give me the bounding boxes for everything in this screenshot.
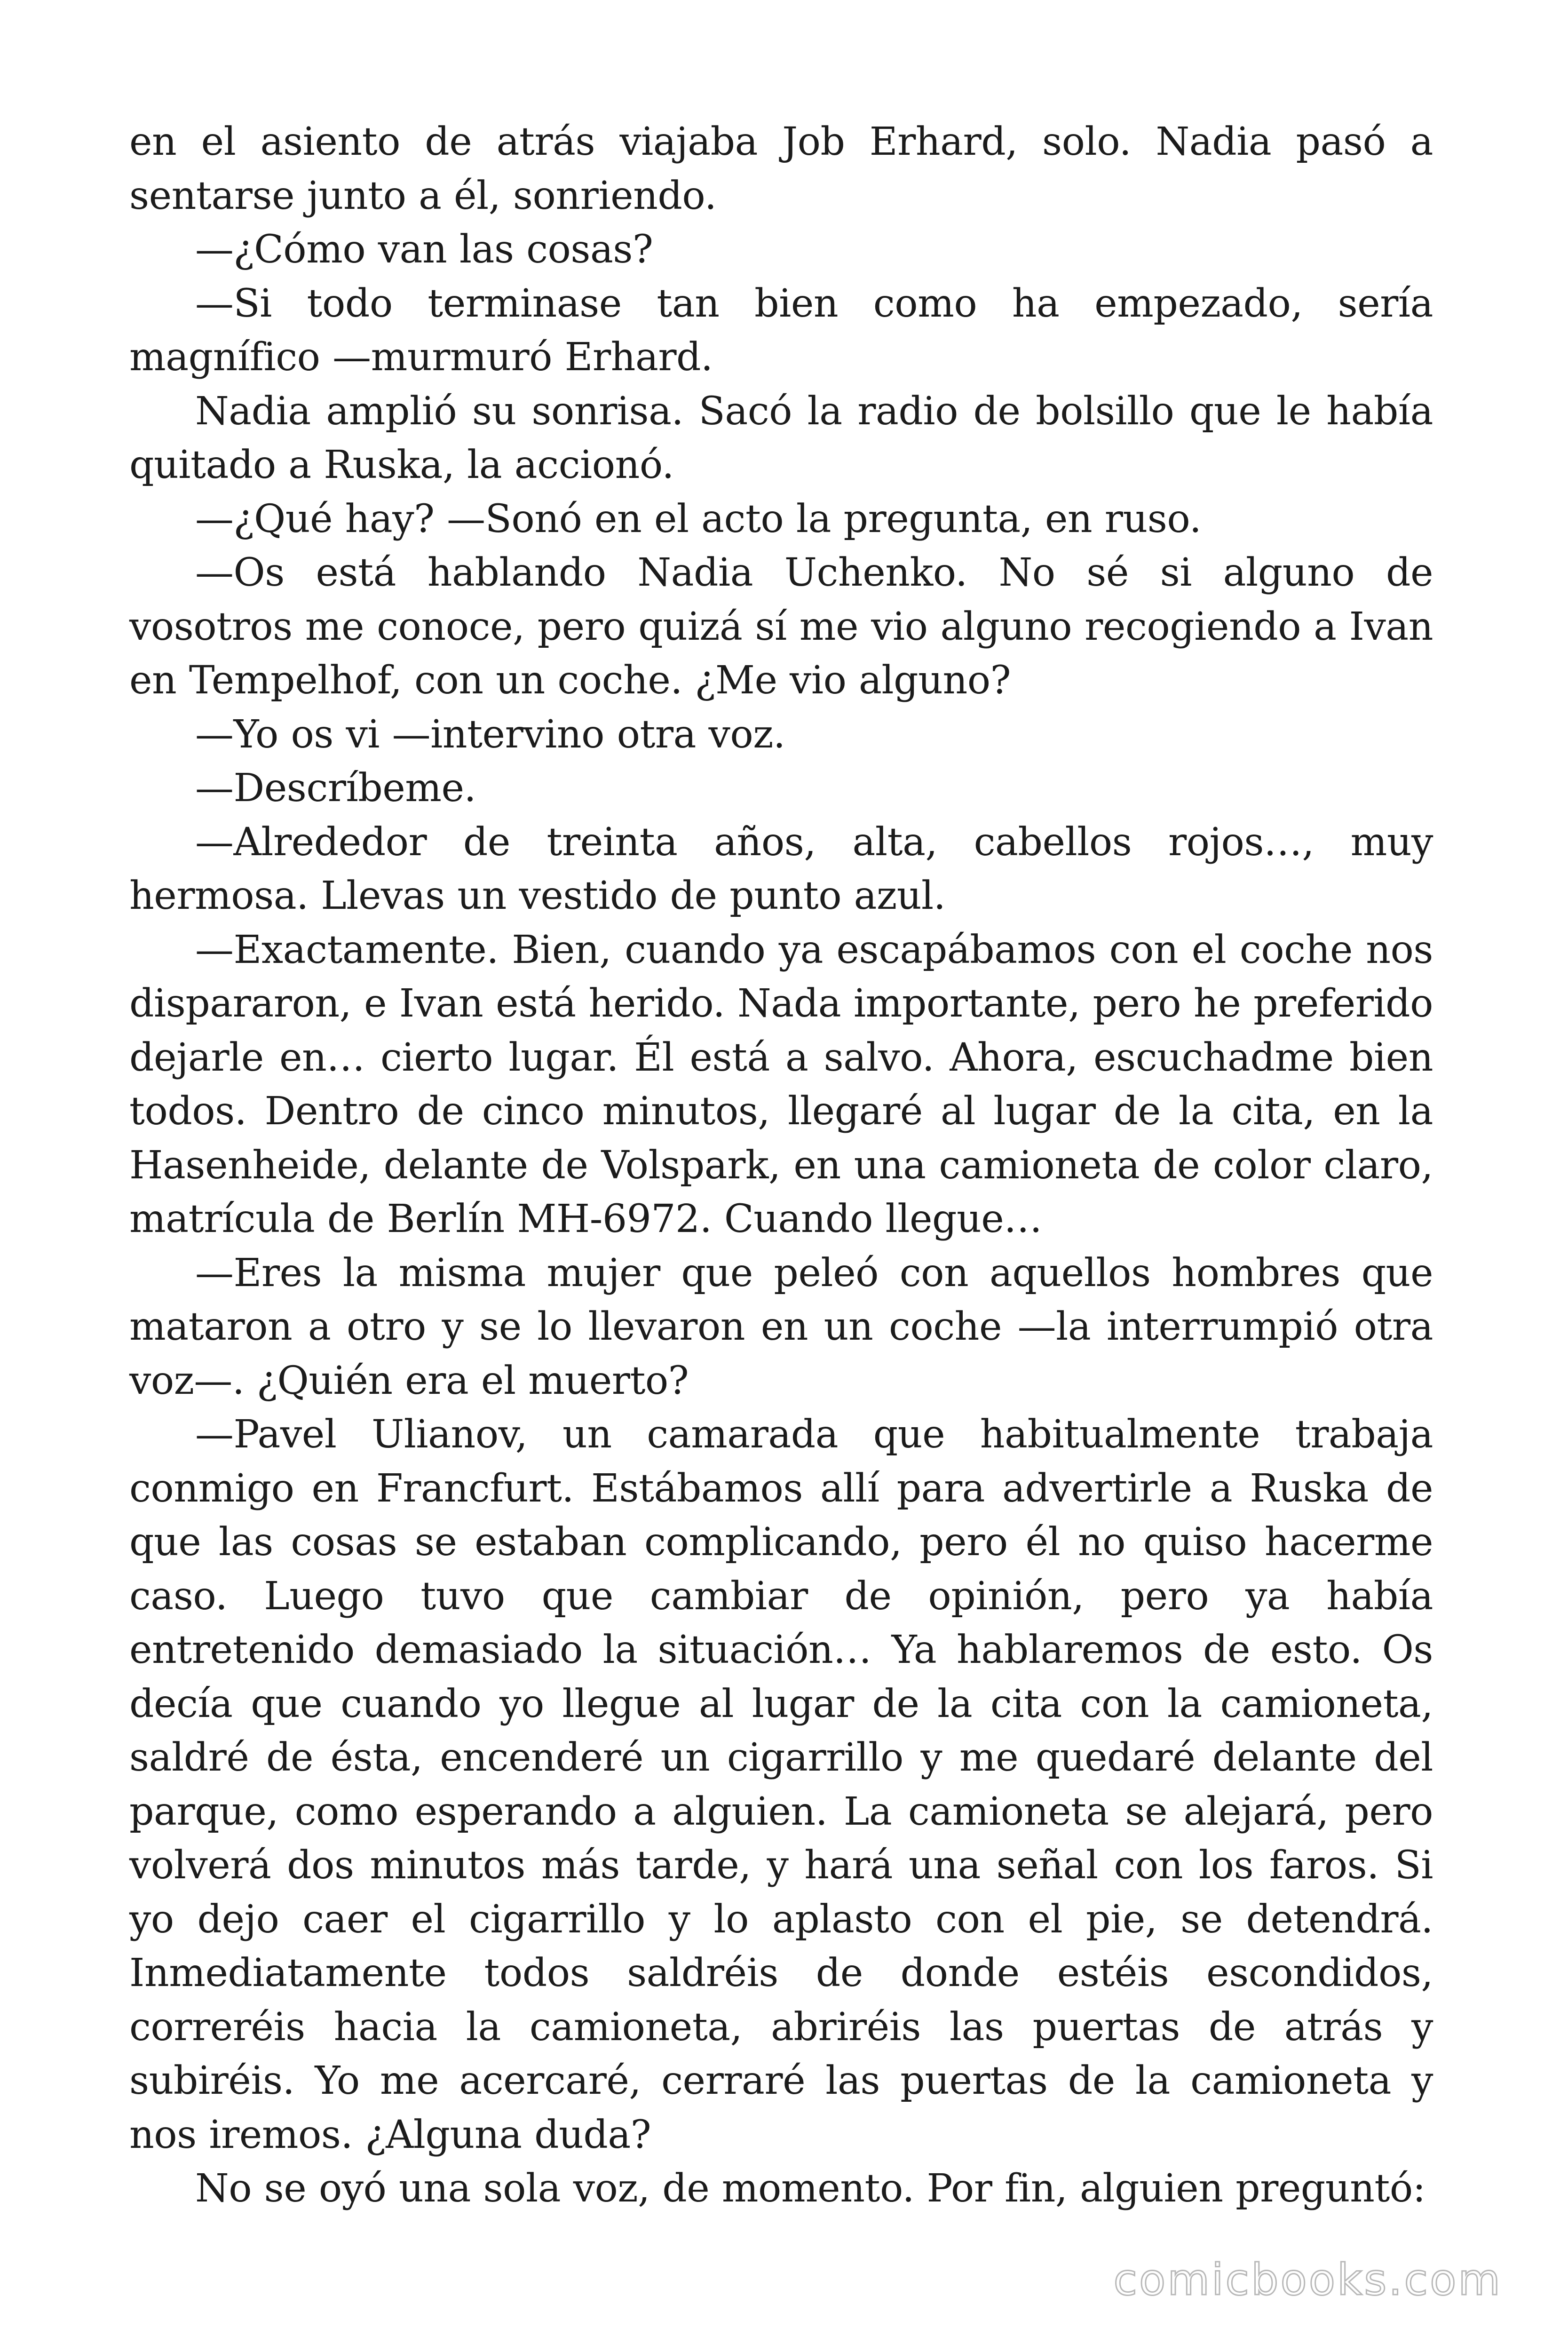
watermark-logo: comicbooks.com	[1113, 2255, 1502, 2305]
paragraph-7: —Yo os vi —intervino otra voz.	[195, 712, 785, 757]
paragraph-11: —Eres la misma mujer que peleó con aquellos hombres que mataron a otro y se lo llevaron en un coche —la interrumpió otra voz—. ¿Quién era el muerto?	[129, 1250, 1433, 1403]
paragraph-8: —Descríbeme.	[195, 766, 476, 810]
paragraph-5: —¿Qué hay? —Sonó en el acto la pregunta, en ruso.	[195, 496, 1202, 541]
paragraph-3: —Si todo terminase tan bien como ha empezado, sería magnífico —murmuró Erhard.	[129, 281, 1433, 380]
paragraph-6: —Os está hablando Nadia Uchenko. No sé si alguno de vosotros me conoce, pero quizá sí me vio alguno recogiendo a Ivan en Tempelhof, con un coche. ¿Me vio alguno?	[129, 550, 1433, 703]
paragraph-4: Nadia amplió su sonrisa. Sacó la radio de bolsillo que le había quitado a Ruska, la accionó.	[129, 389, 1433, 487]
body-text	[129, 115, 1433, 2216]
paragraph-13: No se oyó una sola voz, de momento. Por fin, alguien preguntó:	[195, 2166, 1425, 2211]
paragraph-2: —¿Cómo van las cosas?	[195, 227, 653, 272]
paragraph-10: —Exactamente. Bien, cuando ya escapábamos con el coche nos dispararon, e Ivan está herido. Nada importante, pero he preferido dejarle en… cierto lugar. Él está a salvo. Ahora, escuchadme bien todos. Dentro de cinco minutos, llegaré al lugar de la cita, en la Hasenheide, delante de Volspark, en una camioneta de color claro, matrícula de Berlín MH-6972. Cuando llegue…	[129, 927, 1433, 1241]
paragraph-12: —Pavel Ulianov, un camarada que habitualmente trabaja conmigo en Francfurt. Estábamos allí para advertirle a Ruska de que las cosas se estaban complicando, pero él no quiso hacerme caso. Luego tuvo que cambiar de opinión, pero ya había entretenido demasiado la situación… Ya hablaremos de esto. Os decía que cuando yo llegue al lugar de la cita con la camioneta, saldré de ésta, encenderé un cigarrillo y me quedaré delante del parque, como esperando a alguien. La camioneta se alejará, pero volverá dos minutos más tarde, y hará una señal con los faros. Si yo dejo caer el cigarrillo y lo aplasto con el pie, se detendrá. Inmediatamente todos saldréis de donde estéis escondidos, correréis hacia la camioneta, abriréis las puertas de atrás y subiréis. Yo me acercaré, cerraré las puertas de la camioneta y nos iremos. ¿Alguna duda?	[129, 1412, 1433, 2157]
paragraph-9: —Alrededor de treinta años, alta, cabellos rojos…, muy hermosa. Llevas un vestido de punto azul.	[129, 819, 1433, 918]
paragraph-1: en el asiento de atrás viajaba Job Erhard, solo. Nadia pasó a sentarse junto a él, sonriendo.	[129, 119, 1433, 218]
